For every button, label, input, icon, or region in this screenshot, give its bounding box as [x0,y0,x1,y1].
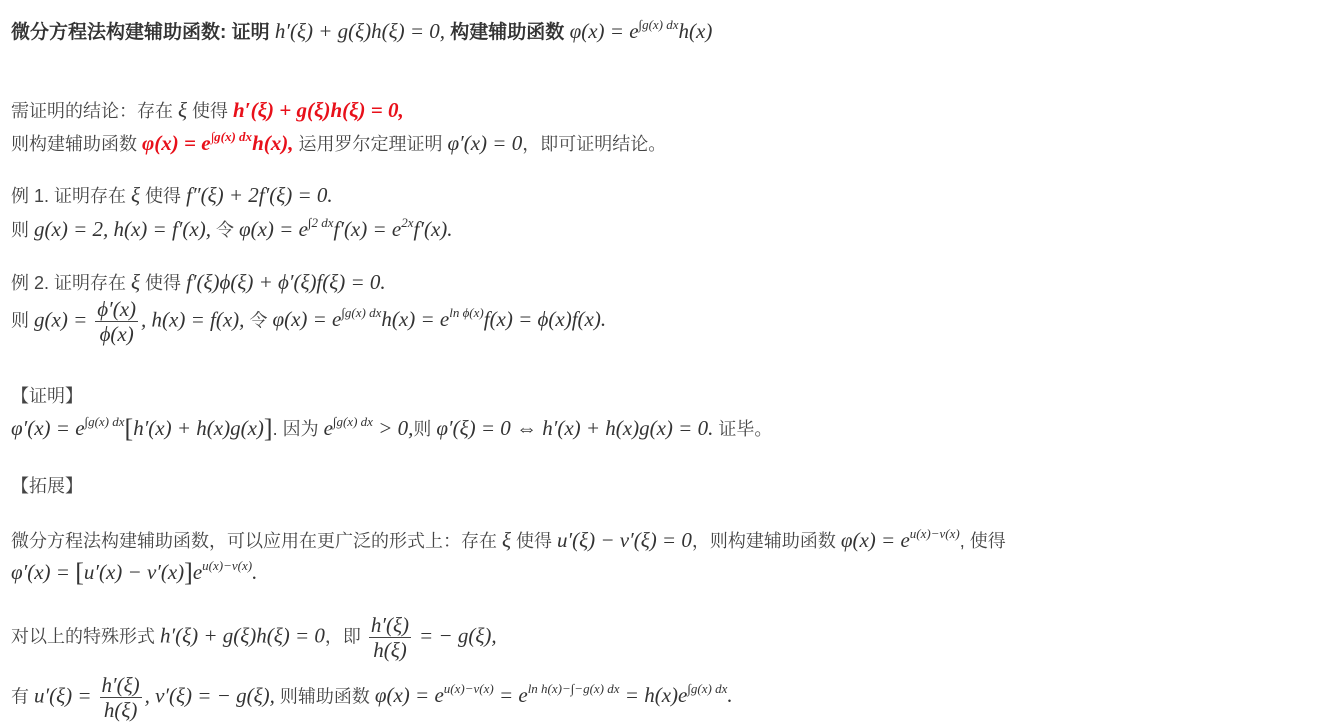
intro-line-1: 需证明的结论：存在 ξ 使得 h′(ξ) + g(ξ)h(ξ) = 0, [11,98,404,122]
extension-line-2: $\varphi'(x) = [u'(x) - v'(x)]e^{u(x)-v(x)}$. [11,558,258,587]
highlighted-equation: h′(ξ) + g(ξ)h(ξ) = 0, [233,98,404,122]
document-title: 微分方程法构建辅助函数: 证明 h′(ξ) + g(ξ)h(ξ) = 0, 构建辅助函数 $\varphi(x) = e^{\int g(x) dx}h(x)$ [11,17,713,43]
intro-line-2: 则构建辅助函数 $\varphi(x) = e^{\int g(x) dx}h(x)$, 运用罗尔定理证明 φ′(x) = 0，即可证明结论。 [11,129,667,155]
extension-line-1: 微分方程法构建辅助函数，可以应用在更广泛的形式上：存在 ξ 使得 u′(ξ) − v′(ξ) = 0，则构建辅助函数 $\varphi(x) = e^{u(x)-v(x)}$, 使得 [11,526,1006,552]
example-1-solution: 则 g(x) = 2, h(x) = f′(x), 令 $\varphi(x) = e^{\int 2 dx}f'(x) = e^{2x}f'(x)$. [11,215,453,241]
fraction: $\frac{\phi'(x)}{\phi(x)}$ [97,297,137,346]
fraction: $\frac{h'(\xi)}{h(\xi)}$ [101,673,140,722]
proof-body: $\varphi'(x) = e^{\int g(x) dx}[h'(x) + h(x)g(x)]$. 因为 $e^{\int g(x) dx} > 0$,则 φ′(ξ) = 0 ⇔ h′(x) + h(x)g(x) = 0. 证毕。 [11,414,773,443]
special-line-1: 对以上的特殊形式 h′(ξ) + g(ξ)h(ξ) = 0，即 $\frac{h'(\xi)}{h(\xi)}$ = − g(ξ), [11,613,497,662]
proof-heading: 【证明】 [11,386,83,406]
special-line-2: 有 u′(ξ) = $\frac{h'(\xi)}{h(\xi)}$ , v′(ξ) = − g(ξ), 则辅助函数 $\varphi(x) = e^{u(x)-v(x)} = e^{ln h(x)-\int-g(x) dx} = h(x)e^{\int g(x) dx}$. [11,673,733,722]
example-2-statement: 例 2. 证明存在 ξ 使得 f′(ξ)ϕ(ξ) + ϕ′(ξ)f(ξ) = 0. [11,270,386,294]
highlighted-aux-function: $\varphi(x) = e^{\int g(x) dx}h(x)$, [142,129,294,155]
example-2-solution: 则 g(x) = $\frac{\phi'(x)}{\phi(x)}$ , h(x) = f(x), 令 $\varphi(x) = e^{\int g(x) dx}h(x) = e^{ln \phi(x)}f(x) = \phi(x)f(x)$. [11,297,607,346]
extension-heading: 【拓展】 [11,476,83,496]
fraction: $\frac{h'(\xi)}{h(\xi)}$ [370,613,409,662]
example-1-statement: 例 1. 证明存在 ξ 使得 f″(ξ) + 2f′(ξ) = 0. [11,183,333,207]
